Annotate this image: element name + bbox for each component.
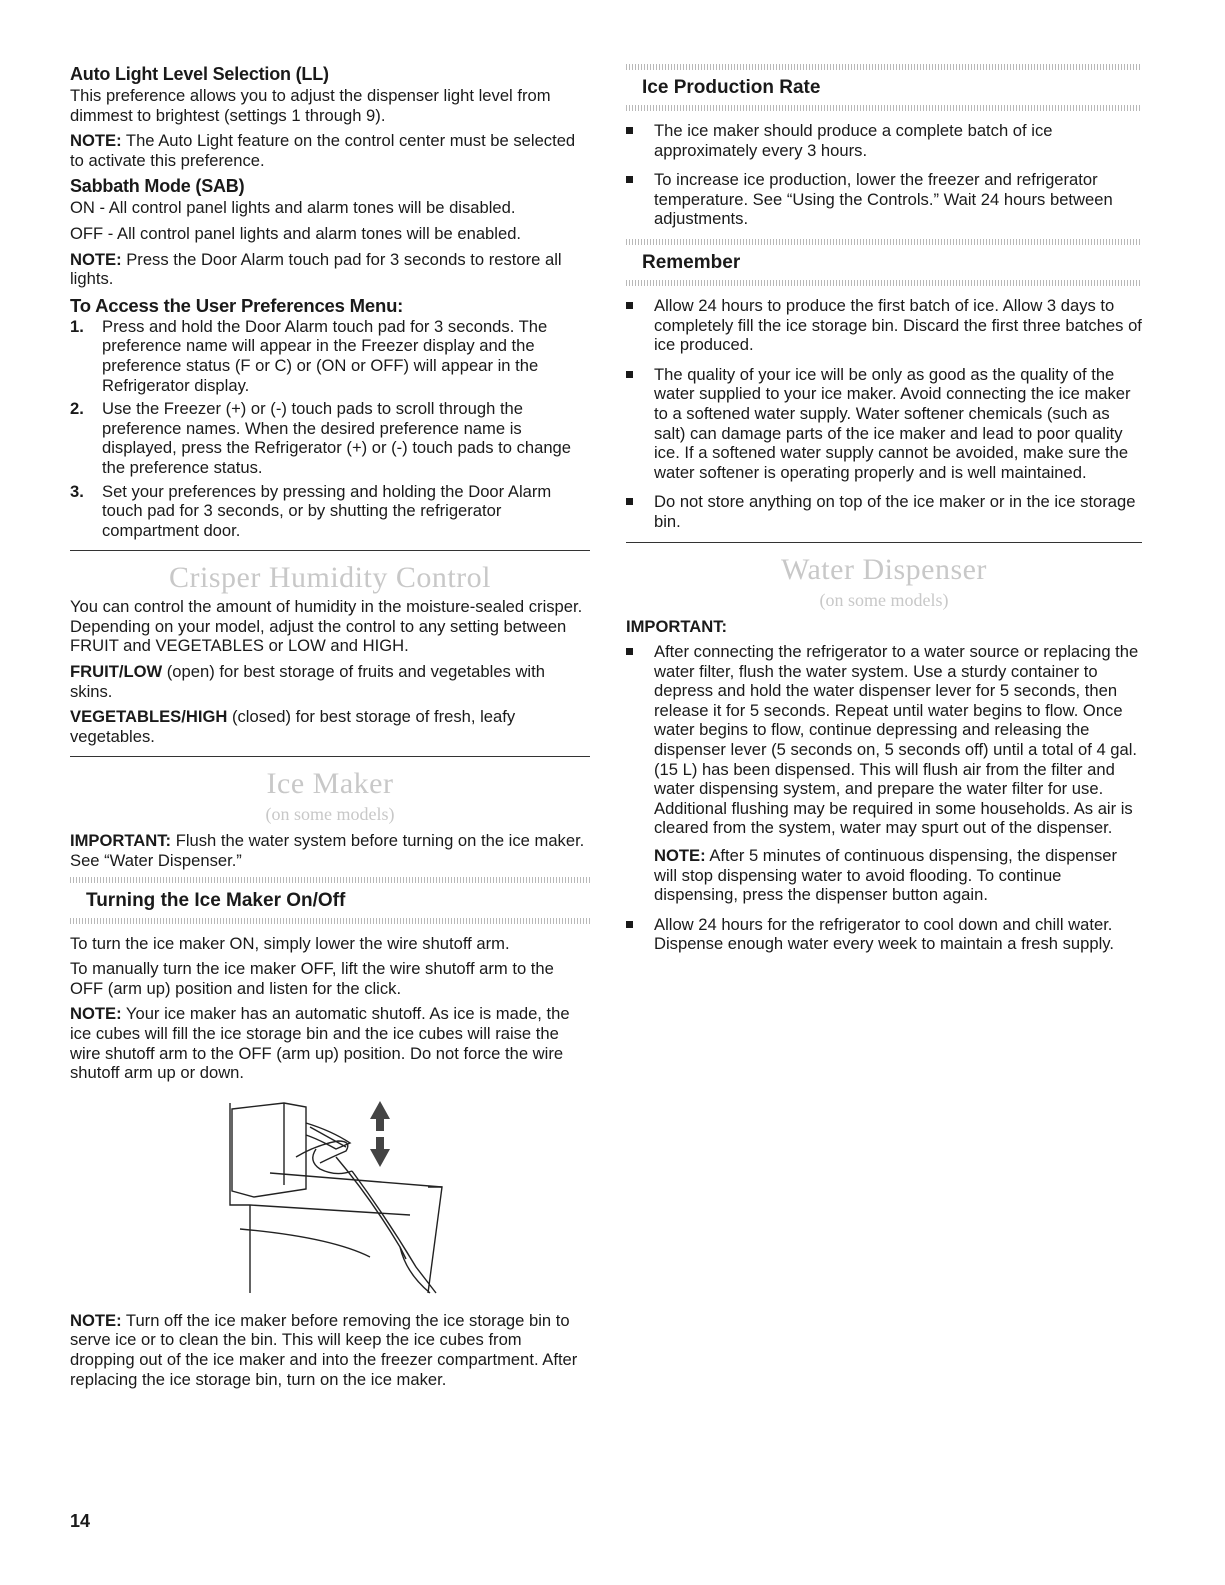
production-list <box>626 121 1142 229</box>
list-item-text: The ice maker should produce a complete batch of ice approximately every 3 hours. <box>654 121 1053 160</box>
fruit-text: (open) for best storage of fruits and vegetables with skins. <box>70 662 545 701</box>
bullet-icon <box>626 921 633 928</box>
step-item <box>70 399 590 477</box>
access-menu-steps <box>70 317 590 541</box>
production-subheading-block <box>626 64 1142 111</box>
note-text: Press the Door Alarm touch pad for 3 seconds to restore all lights. <box>70 249 562 289</box>
section-divider <box>70 550 590 551</box>
list-item <box>626 365 1142 483</box>
vegetables-label: VEGETABLES/HIGH <box>70 707 228 727</box>
arrow-down-icon <box>370 1137 390 1167</box>
pattern-band-bottom <box>626 105 1142 111</box>
step-number: 3. <box>70 481 84 501</box>
note-text: The Auto Light feature on the control center must be selected to activate this preference. <box>70 131 576 170</box>
sabbath-on: ON - All control panel lights and alarm tones will be disabled. <box>70 198 516 218</box>
list-item <box>626 492 1142 531</box>
ice-maker-important <box>70 831 590 870</box>
ice-maker-note-2 <box>70 1311 590 1389</box>
note-label: NOTE: <box>70 1310 122 1330</box>
bullet-icon <box>626 648 633 655</box>
step-text: Press and hold the Door Alarm touch pad for 3 seconds. The preference name will appear in the Freezer display and the preference status (F or C) or (ON or OFF) will appear in the Refrigerator display. <box>102 316 548 395</box>
list-item-text: Allow 24 hours for the refrigerator to cool down and chill water. Dispense enough water every week to maintain a fresh supply. <box>654 914 1114 954</box>
section-divider <box>70 756 590 757</box>
ice-maker-on-text: To turn the ice maker ON, simply lower the wire shutoff arm. <box>70 933 510 953</box>
sabbath-note <box>70 250 590 289</box>
list-item <box>626 170 1142 229</box>
right-column <box>626 64 1142 964</box>
step-item <box>70 317 590 395</box>
list-item <box>626 296 1142 355</box>
note-label: NOTE: <box>70 249 122 269</box>
bullet-icon <box>626 176 633 183</box>
list-item-text: To increase ice production, lower the freezer and refrigerator temperature. See “Using the Controls.” Wait 24 hours between adjustments. <box>654 170 1113 229</box>
production-heading: Ice Production Rate <box>642 77 821 98</box>
note-text: After 5 minutes of continuous dispensing, the dispenser will stop dispensing water to avoid flooding. To continue dispensing, press the dispenser button again. <box>654 846 1118 905</box>
important-label: IMPORTANT: <box>70 831 172 851</box>
crisper-body: You can control the amount of humidity in the moisture-sealed crisper. Depending on your model, adjust the control to any setting between FRUIT and VEGETABLES or LOW and HIGH. <box>70 597 583 656</box>
list-item <box>626 121 1142 160</box>
ice-maker-off-text: To manually turn the ice maker OFF, lift the wire shutoff arm to the OFF (arm up) position and listen for the click. <box>70 959 554 998</box>
note-text: Turn off the ice maker before removing the ice storage bin to serve ice or to clean the bin. This will keep the ice cubes from dropping out of the ice maker and into the freezer compartment. After replacing the ice storage bin, turn on the ice maker. <box>70 1310 578 1389</box>
note-text: Your ice maker has an automatic shutoff. As ice is made, the ice cubes will fill the ice storage bin and the ice cubes will raise the wire shutoff arm to the OFF (arm up) position. Do not force the wire shutoff arm up or down. <box>70 1004 570 1083</box>
ice-maker-section-subtitle: (on some models) <box>265 804 395 825</box>
access-menu-heading: To Access the User Preferences Menu: <box>70 294 404 316</box>
ice-maker-section-title: Ice Maker <box>266 767 394 801</box>
step-item <box>70 482 590 541</box>
step-text: Set your preferences by pressing and holding the Door Alarm touch pad for 3 seconds, or by shutting the refrigerator compartment door. <box>102 481 552 540</box>
auto-light-note <box>70 131 590 170</box>
left-column <box>70 64 590 1395</box>
sabbath-heading: Sabbath Mode (SAB) <box>70 176 245 197</box>
note-label: NOTE: <box>70 131 122 151</box>
water-list <box>626 642 1142 954</box>
ice-maker-note <box>70 1004 590 1082</box>
remember-subheading-block <box>626 239 1142 286</box>
water-note <box>654 846 1142 905</box>
crisper-section-title: Crisper Humidity Control <box>169 561 491 595</box>
auto-light-heading: Auto Light Level Selection (LL) <box>70 64 329 84</box>
bullet-icon <box>626 302 633 309</box>
vegetables-text: (closed) for best storage of fresh, leafy vegetables. <box>70 707 516 746</box>
auto-light-body: This preference allows you to adjust the dispenser light level from dimmest to brightest (settings 1 through 9). <box>70 86 551 125</box>
important-label: IMPORTANT: <box>626 616 728 636</box>
important-text: Flush the water system before turning on the ice maker. See “Water Dispenser.” <box>70 831 585 871</box>
step-number: 2. <box>70 399 84 419</box>
remember-list <box>626 296 1142 532</box>
list-item-text: Allow 24 hours to produce the first batch of ice. Allow 3 days to completely fill the ice storage bin. Discard the first three batches of ice produced. <box>654 295 1142 355</box>
fruit-label: FRUIT/LOW <box>70 662 163 682</box>
bullet-icon <box>626 127 633 134</box>
list-item-text: The quality of your ice will be only as good as the quality of the water supplied to your ice maker. Avoid connecting the ice maker to a softened water supply. Water softener chemicals (such as salt) can damage parts of the ice maker and lead to poor quality ice. If a softened water supply cannot be avoided, make sure the water softener is operating properly and is well maintained. <box>654 364 1131 482</box>
step-text: Use the Freezer (+) or (-) touch pads to scroll through the preference names. When the desired preference name is displayed, press the Refrigerator (+) or (-) touch pads to change the preference status. <box>102 399 572 477</box>
list-item-text: After connecting the refrigerator to a water source or replacing the water filter, flush the water system. Use a sturdy container to depress and hold the water dispenser lever for 5 seconds, then release it for 5 seconds. Repeat until water begins to flow. Once water begins to flow, continue depressing and releasing the dispenser lever (5 seconds on, 5 seconds off) until a total of 4 gal. (15 L) has been dispensed. This will flush air from the filter and water dispensing system, and prepare the water filter for use. Additional flushing may be required in some households. As air is cleared from the system, water may spurt out of the dispenser. <box>654 642 1139 838</box>
note-label: NOTE: <box>654 846 706 866</box>
sabbath-off: OFF - All control panel lights and alarm tones will be enabled. <box>70 223 522 243</box>
remember-heading: Remember <box>642 251 741 273</box>
ice-maker-arm-drawing <box>70 1097 590 1297</box>
water-dispenser-section-subtitle: (on some models) <box>819 589 949 610</box>
ice-maker-illustration <box>70 1097 590 1297</box>
bullet-icon <box>626 371 633 378</box>
pattern-band-bottom <box>626 280 1142 286</box>
crisper-vegetables <box>70 707 590 746</box>
list-item <box>626 915 1142 954</box>
note-label: NOTE: <box>70 1004 122 1024</box>
list-item <box>626 642 1142 905</box>
section-divider <box>626 542 1142 543</box>
bullet-icon <box>626 498 633 505</box>
pattern-band-bottom <box>70 918 590 924</box>
water-dispenser-section-title: Water Dispenser <box>781 552 987 586</box>
onoff-heading: Turning the Ice Maker On/Off <box>86 889 346 911</box>
list-item-text: Do not store anything on top of the ice maker or in the ice storage bin. <box>654 492 1136 531</box>
page-number: 14 <box>70 1511 91 1531</box>
step-number: 1. <box>70 316 84 336</box>
water-important-label <box>626 617 1142 637</box>
onoff-subheading-block <box>70 877 590 924</box>
arrow-up-icon <box>370 1101 390 1131</box>
crisper-fruit <box>70 662 590 701</box>
